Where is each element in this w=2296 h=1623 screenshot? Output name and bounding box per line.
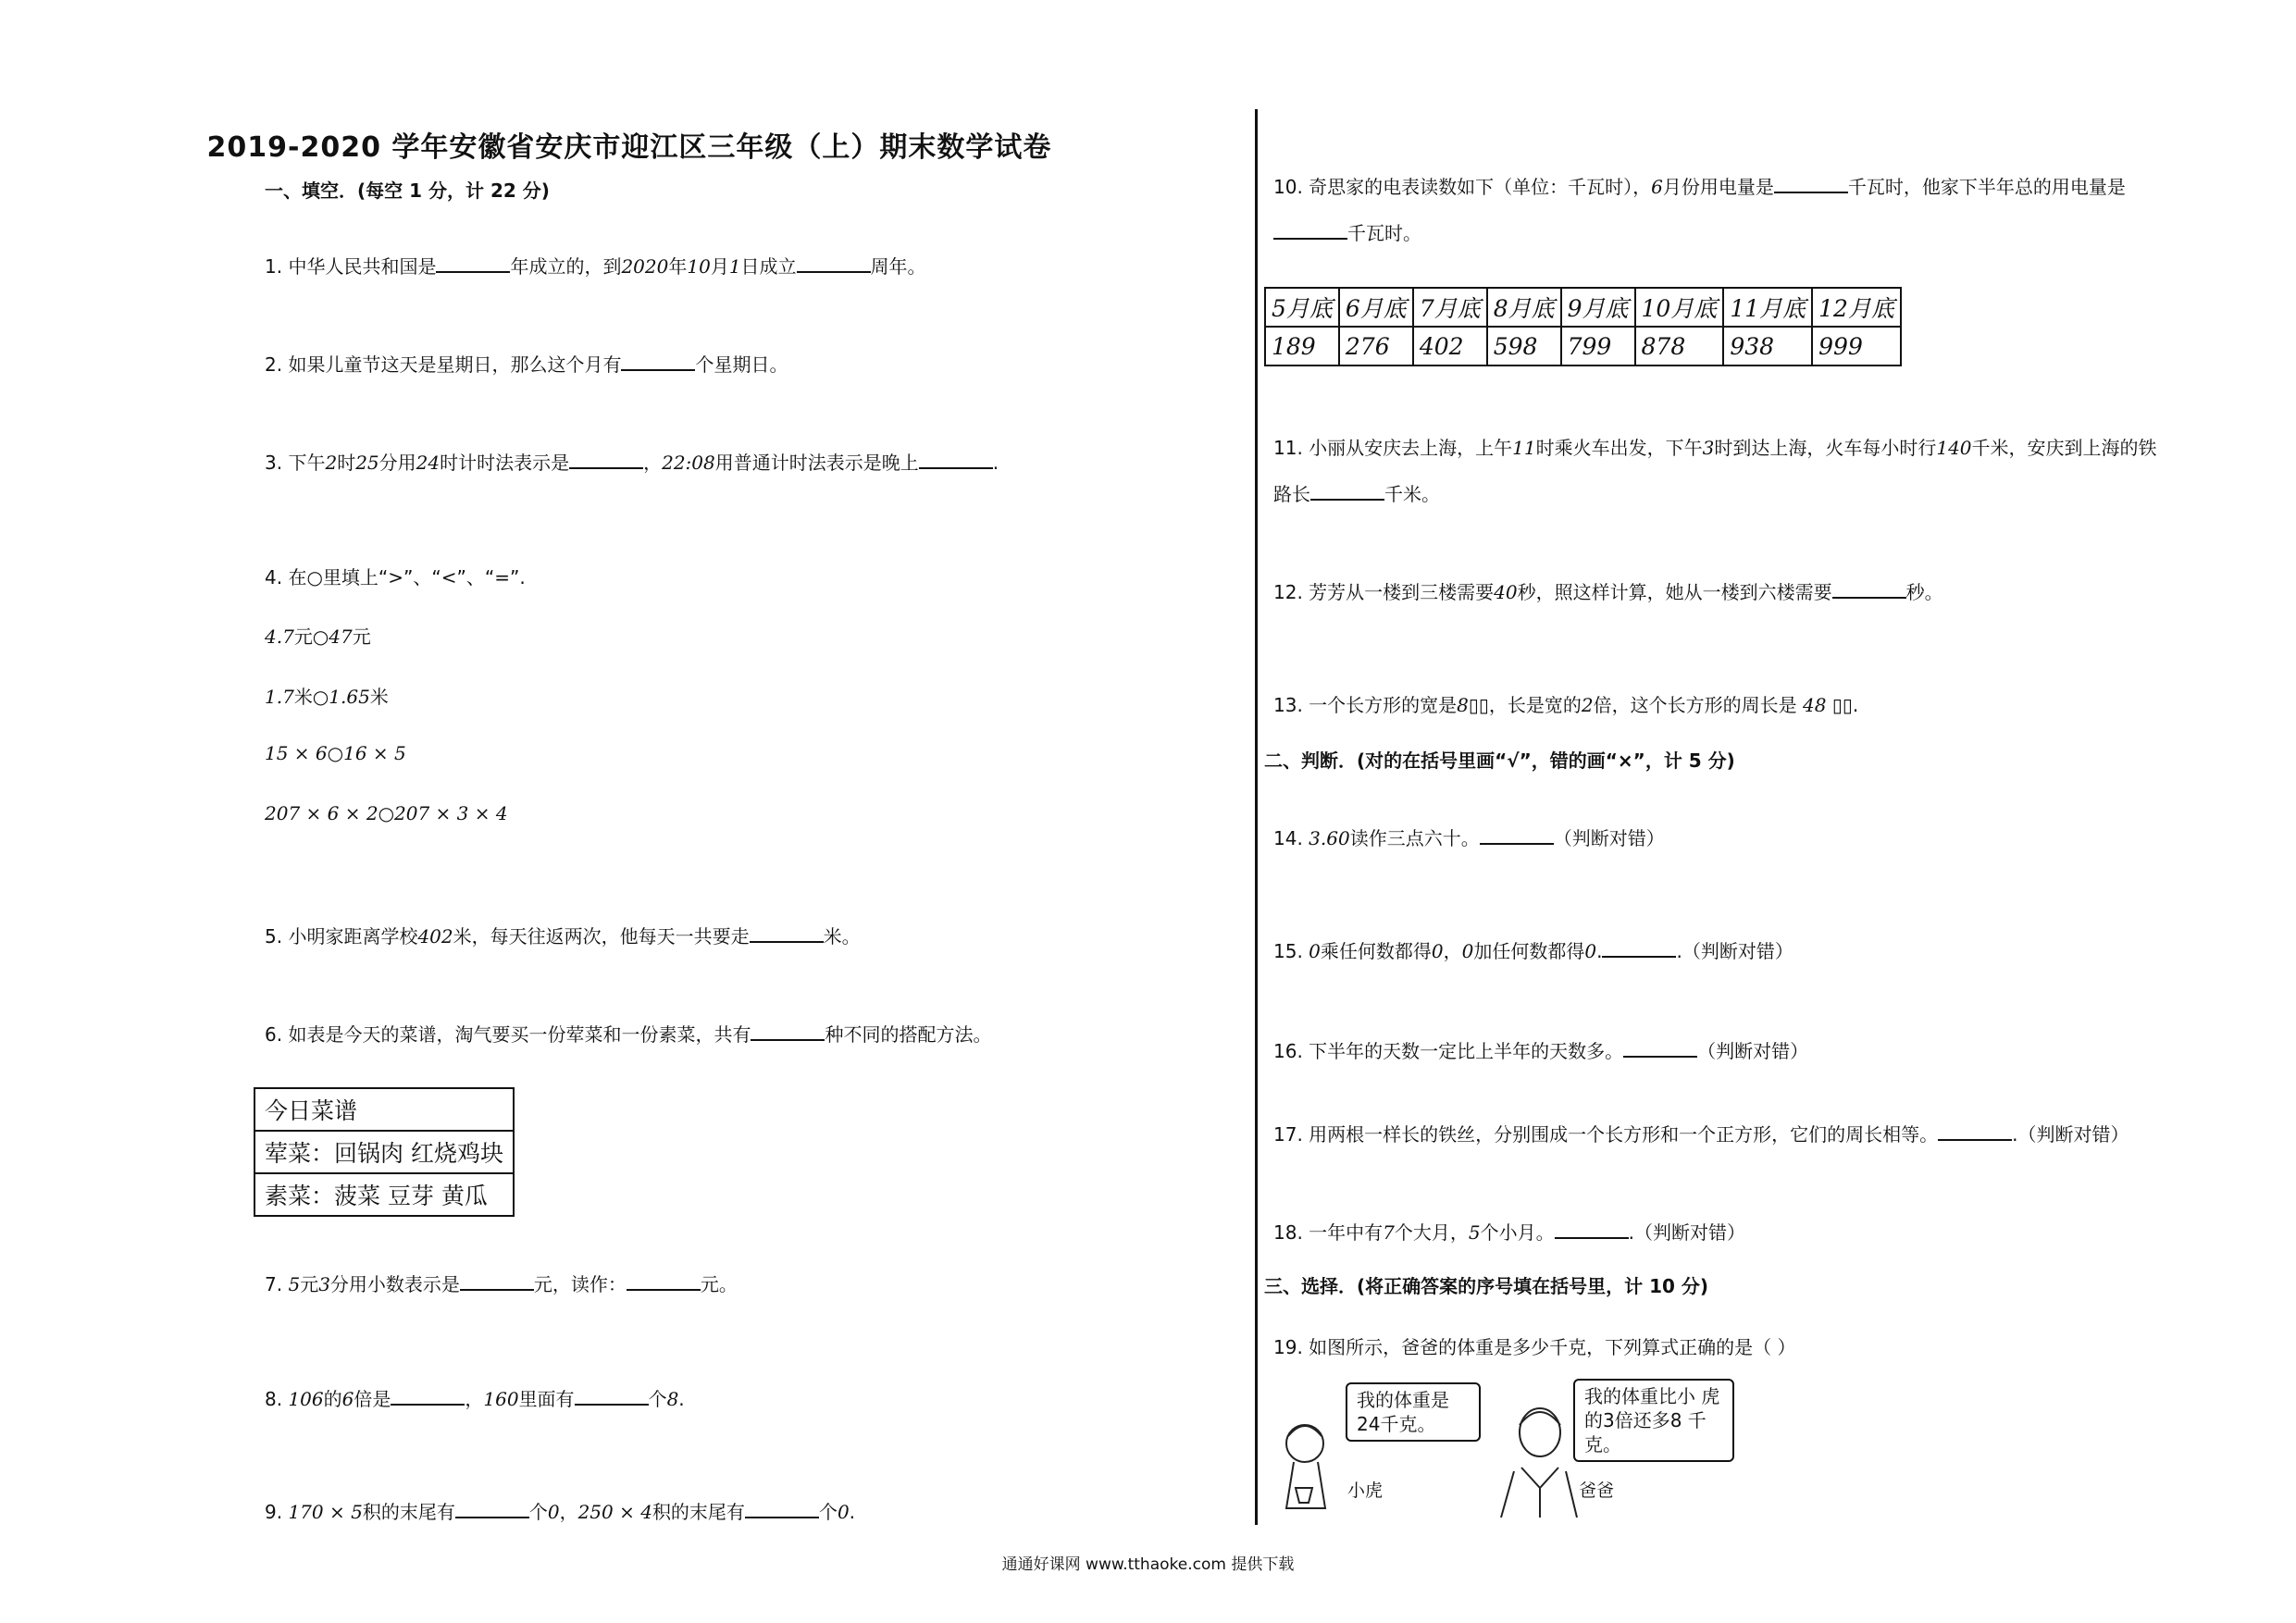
meter-table	[1264, 287, 1902, 366]
footer-note: 通通好课网 www.tthaoke.com 提供下载	[1001, 1555, 1295, 1574]
meter-reading-row	[1265, 327, 1901, 365]
compare-row-4: 207 × 6 × 2○207 × 3 × 4	[265, 802, 508, 824]
question-4: 4. 在○里填上“>”、“<”、“=”.	[265, 566, 526, 588]
question-16: 16. 下半年的天数一定比上半年的天数多。 （判断对错）	[1273, 1040, 1809, 1062]
question-11-line2: 路长 千米。	[1273, 483, 1440, 505]
answer-blank[interactable]	[1480, 826, 1554, 845]
meter-month-cell: 8月底	[1487, 288, 1561, 327]
answer-blank[interactable]	[1938, 1122, 2012, 1141]
question-8: 8. 106的6倍是 ，160里面有 个8.	[265, 1388, 685, 1410]
question-10-line2: 千瓦时。	[1273, 218, 1421, 245]
answer-blank[interactable]	[1623, 1039, 1697, 1058]
answer-blank[interactable]	[391, 1387, 465, 1406]
question-18: 18. 一年中有7个大月，5个小月。 .（判断对错）	[1273, 1221, 1745, 1244]
answer-blank[interactable]	[627, 1272, 701, 1291]
meter-month-cell: 12月底	[1812, 288, 1901, 327]
question-13: 13. 一个长方形的宽是8▯▯，长是宽的2倍，这个长方形的周长是 48 ▯▯.	[1273, 694, 1859, 716]
meter-reading-cell: 402	[1413, 327, 1487, 365]
section-2-heading: 二、判断．(对的在括号里画“√”，错的画“×”，计 5 分)	[1264, 750, 1735, 772]
meter-reading-cell: 276	[1339, 327, 1413, 365]
meter-month-cell: 6月底	[1339, 288, 1413, 327]
answer-blank[interactable]	[797, 254, 871, 273]
meter-month-cell: 9月底	[1561, 288, 1635, 327]
meter-reading-cell: 799	[1561, 327, 1635, 365]
question-3: 3. 下午2时25分用24时计时法表示是 ，22:08用普通计时法表示是晚上 .	[265, 452, 999, 474]
answer-blank[interactable]	[569, 451, 643, 469]
answer-blank[interactable]	[1774, 175, 1848, 193]
answer-blank[interactable]	[1273, 221, 1347, 240]
answer-blank[interactable]	[1555, 1220, 1629, 1239]
weight-illustration	[1272, 1379, 1753, 1527]
answer-blank[interactable]	[1832, 580, 1906, 599]
exam-title: 2019-2020 学年安徽省安庆市迎江区三年级（上）期末数学试卷	[206, 131, 1052, 164]
answer-blank[interactable]	[1602, 939, 1676, 958]
question-15: 15. 0乘任何数都得0，0加任何数都得0. .（判断对错）	[1273, 940, 1793, 962]
meter-reading-cell: 878	[1635, 327, 1724, 365]
answer-blank[interactable]	[621, 353, 695, 371]
compare-row-2: 1.7米○1.65米	[265, 686, 389, 708]
answer-blank[interactable]	[751, 1022, 825, 1041]
compare-row-3: 15 × 6○16 × 5	[265, 742, 406, 764]
question-7: 7. 5元3分用小数表示是 元，读作： 元。	[265, 1273, 738, 1295]
meter-month-cell: 5月底	[1265, 288, 1339, 327]
menu-title-cell: 今日菜谱	[254, 1088, 514, 1131]
compare-row-1: 4.7元○47元	[265, 626, 371, 648]
answer-blank[interactable]	[575, 1387, 649, 1406]
meter-reading-cell: 999	[1812, 327, 1901, 365]
meter-month-row	[1265, 288, 1901, 327]
question-6: 6. 如表是今天的菜谱，淘气要买一份荤菜和一份素菜，共有 种不同的搭配方法。	[265, 1023, 992, 1046]
answer-blank[interactable]	[745, 1500, 819, 1518]
speech-bubble-father: 我的体重比小 虎的3倍还多8 千克。	[1573, 1379, 1734, 1462]
meter-reading-cell: 938	[1723, 327, 1812, 365]
meter-reading-cell: 189	[1265, 327, 1339, 365]
menu-veg-cell: 素菜：菠菜 豆芽 黄瓜	[254, 1173, 514, 1216]
answer-blank[interactable]	[460, 1272, 534, 1291]
question-1: 1. 中华人民共和国是 年成立的，到2020年10月1日成立 周年。	[265, 255, 926, 278]
section-1-heading: 一、填空．(每空 1 分，计 22 分)	[265, 180, 550, 202]
question-9: 9. 170 × 5积的末尾有 个0，250 × 4积的末尾有 个0.	[265, 1501, 856, 1523]
question-10: 10. 奇思家的电表读数如下（单位：千瓦时），6月份用电量是 千瓦时，他家下半年总的用电量是	[1273, 176, 2126, 198]
answer-blank[interactable]	[455, 1500, 529, 1518]
answer-blank[interactable]	[436, 254, 510, 273]
question-11: 11. 小丽从安庆去上海，上午11时乘火车出发，下午3时到达上海，火车每小时行140千米，安庆到上海的铁	[1273, 437, 2157, 459]
meter-reading-cell: 598	[1487, 327, 1561, 365]
speech-bubble-boy: 我的体重是 24千克。	[1346, 1382, 1481, 1442]
answer-blank[interactable]	[750, 924, 824, 943]
question-14: 14. 3.60读作三点六十。 （判断对错）	[1273, 827, 1665, 849]
question-19: 19. 如图所示，爸爸的体重是多少千克，下列算式正确的是（ ）	[1273, 1336, 1796, 1358]
answer-blank[interactable]	[1310, 482, 1384, 501]
question-2: 2. 如果儿童节这天是星期日，那么这个月有 个星期日。	[265, 353, 788, 376]
question-5: 5. 小明家距离学校402米，每天往返两次，他每天一共要走 米。	[265, 925, 861, 948]
menu-table	[254, 1087, 515, 1217]
meter-month-cell: 10月底	[1635, 288, 1724, 327]
menu-meat-cell: 荤菜：回锅肉 红烧鸡块	[254, 1131, 514, 1173]
question-17: 17. 用两根一样长的铁丝，分别围成一个长方形和一个正方形，它们的周长相等。 .（判断对错）	[1273, 1123, 2129, 1146]
meter-month-cell: 11月底	[1723, 288, 1812, 327]
column-divider	[1255, 109, 1258, 1525]
meter-month-cell: 7月底	[1413, 288, 1487, 327]
label-boy: 小虎	[1347, 1481, 1384, 1501]
answer-blank[interactable]	[919, 451, 993, 469]
section-3-heading: 三、选择．(将正确答案的序号填在括号里，计 10 分)	[1264, 1275, 1709, 1297]
label-father: 爸爸	[1579, 1481, 1615, 1501]
question-12: 12. 芳芳从一楼到三楼需要40秒，照这样计算，她从一楼到六楼需要 秒。	[1273, 581, 1943, 603]
